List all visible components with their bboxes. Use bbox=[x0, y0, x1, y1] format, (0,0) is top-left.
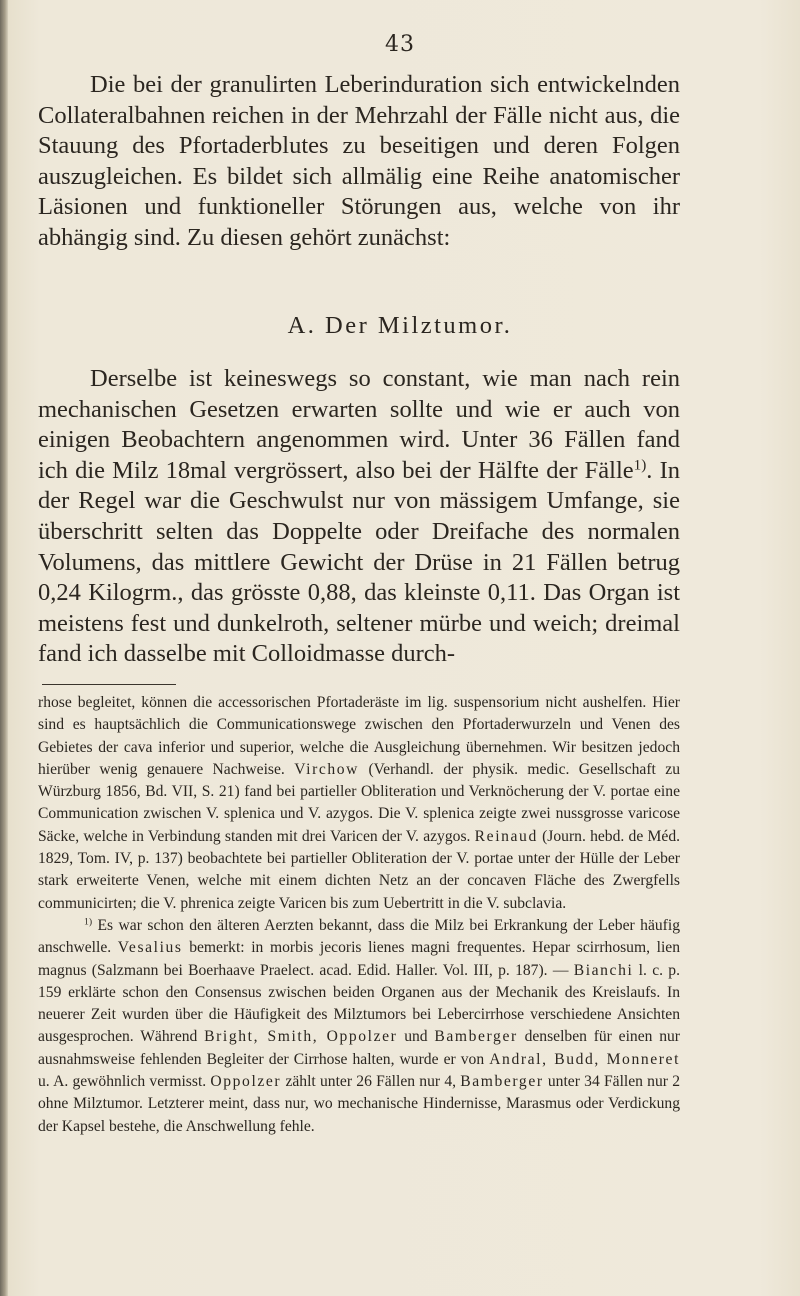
author-vesalius: Vesalius bbox=[117, 939, 183, 957]
fn1-part-7: zählt unter 26 Fällen nur 4, bbox=[281, 1073, 461, 1091]
author-bamberger-1: Bamberger bbox=[434, 1028, 518, 1046]
authors-group-2: Andral, Budd, Monneret bbox=[489, 1050, 681, 1068]
body-text-milztumor bbox=[38, 364, 680, 670]
fn1-part-6: u. A. gewöhnlich vermisst. bbox=[38, 1073, 211, 1091]
page-number: 43 bbox=[385, 32, 415, 57]
fn-cont-part-1: rhose begleitet, können die accessorischen Pfortaderäste im lig. suspensorium nicht aushelfen. Hier sind es hauptsächlich die Communicationswege zwischen den Pfortaderwurzeln und Venen des Gebietes der cava inferior und superior, welche die Ausgleichung übernehmen. Wir besitzen jedoch hierüber wenig genauere Nachweise. bbox=[38, 694, 680, 778]
footnotes bbox=[38, 692, 680, 1138]
fn1-part-3: l. c. p. 159 erklärte schon den Consensus zwischen beiden Organen aus der Mechanik des Kreislaufs. In neuerer Zeit wurden über die Häufigkeit des Milztumors bei Lebercirrhose verschiedene Ansichten ausgesprochen. Während bbox=[38, 961, 680, 1046]
author-bamberger-2: Bamberger bbox=[460, 1073, 544, 1091]
footnote-separator bbox=[42, 684, 176, 685]
author-virchow: Virchow bbox=[294, 760, 360, 778]
footnote-continued bbox=[38, 692, 680, 915]
paragraph-milztumor bbox=[38, 364, 680, 670]
fn-cont-part-3: (Journ. hebd. de Méd. 1829, Tom. IV, p. 137) beobachtete bei partieller Obliteration der V. portae unter der Hülle der Leber stark erweiterte Venen, welche mit einem dichten Netz an der concaven Fläche des Zwergfells communicirten; die V. phrenica zeigte Varicen bis zum Uebertritt in die V. subclavia. bbox=[38, 827, 681, 912]
footnote-ref-1: 1) bbox=[633, 456, 647, 474]
author-oppolzer-2: Oppolzer bbox=[210, 1073, 282, 1091]
fn1-part-5: denselben für einen nur ausnahmsweise fehlenden Begleiter der Cirrhose halten, wurde er von bbox=[38, 1028, 680, 1068]
author-bianchi: Bianchi bbox=[573, 961, 634, 979]
paragraph-milztumor-text-a: Derselbe ist keineswegs so constant, wie man nach rein mechanischen Gesetzen erwarten sollte und wie er auch von einigen Beobachtern angenommen wird. Unter 36 Fällen fand ich die Milz 18mal vergrössert, also bei der Hälfte der Fälle bbox=[38, 365, 680, 484]
fn1-part-4: und bbox=[397, 1028, 435, 1046]
fn-cont-part-2: (Verhandl. der physik. medic. Gesellschaft zu Würzburg 1856, Bd. VII, S. 21) fand bei partieller Obliteration und Verknöcherung der V. portae eine Communication zwischen V. splenica und V. azygos. Die V. splenica zeigte zwei nussgrosse varicose Säcke, welche in Verbindung standen mit drei Varicen der V. azygos. bbox=[38, 760, 680, 845]
footnote-1 bbox=[38, 915, 680, 1138]
section-heading: A. Der Milztumor. bbox=[287, 312, 513, 339]
paragraph-intro: Die bei der granulirten Leberinduration sich entwickelnden Collateralbahnen reichen in der Mehrzahl der Fälle nicht aus, die Stauung des Pfortaderblutes zu beseitigen und deren Folgen auszugleichen. Es bildet sich allmälig eine Reihe anatomischer Läsionen und funktioneller Störungen aus, welche von ihr abhängig sind. Zu diesen gehört zunächst: bbox=[38, 71, 680, 251]
footnote-1-marker: 1) bbox=[84, 916, 93, 928]
body-text-top bbox=[38, 70, 680, 254]
fn1-part-1: Es war schon den älteren Aerzten bekannt, dass die Milz bei Erkrankung der Leber häufig anschwelle. bbox=[38, 916, 680, 957]
authors-group-1: Bright, Smith, Oppolzer bbox=[204, 1028, 398, 1046]
binding-edge bbox=[0, 0, 8, 1296]
paragraph-milztumor-text-b: . In der Regel war die Geschwulst nur von mässigem Umfange, sie überschritt selten das Doppelte oder Dreifache des normalen Volumens, das mittlere Gewicht der Drüse in 21 Fällen betrug 0,24 Kilogrm., das grösste 0,88, das kleinste 0,11. Das Organ ist meistens fest und dunkelroth, seltener mürbe und weich; dreimal fand ich dasselbe mit Colloidmasse durch- bbox=[38, 456, 680, 668]
fn1-part-8: unter 34 Fällen nur 2 ohne Milztumor. Letzterer meint, dass nur, wo mechanische Hindernisse, Marasmus oder Verdickung der Kapsel bestehe, die Anschwellung fehle. bbox=[38, 1073, 680, 1135]
author-reinaud: Reinaud bbox=[474, 827, 538, 845]
fn1-part-2: bemerkt: in morbis jecoris lienes magni frequentes. Hepar scirrhosum, lien magnus (Salzmann bei Boerhaave Praelect. acad. Edid. Haller. Vol. III, p. 187). — bbox=[38, 939, 681, 979]
